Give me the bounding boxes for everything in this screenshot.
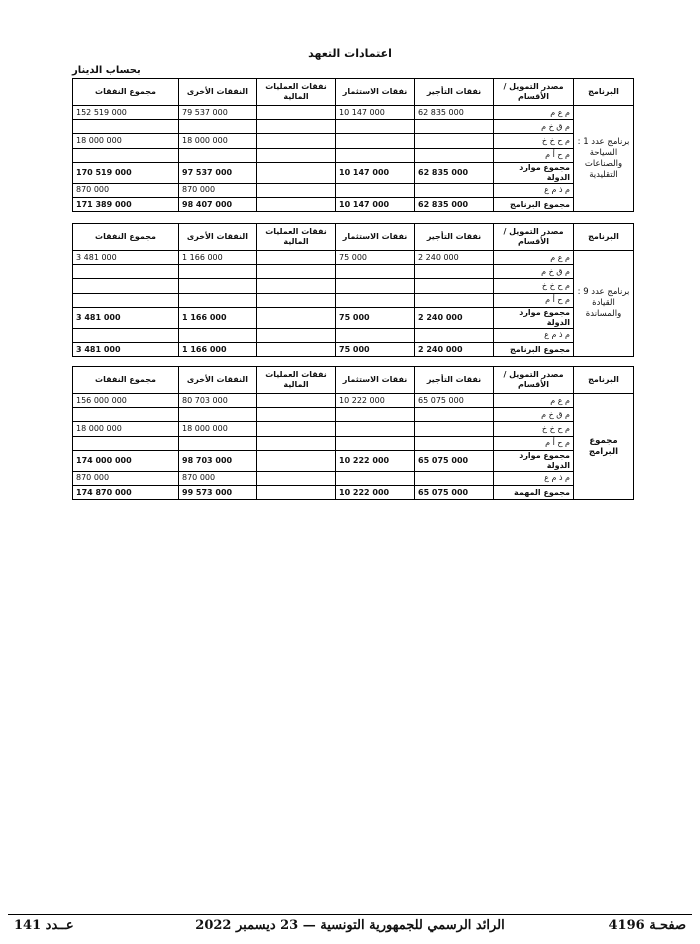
amount-cell: 174 870 000 xyxy=(73,485,179,499)
table-row xyxy=(73,408,634,422)
funding-source: م ذ م ع xyxy=(494,471,574,485)
table-row xyxy=(73,328,634,342)
table-row xyxy=(73,162,634,183)
column-header: نفقات العمليات المالية xyxy=(257,224,336,251)
issue-number: عــدد 141 xyxy=(14,918,74,933)
program-label: برنامج عدد 1 : السياحة والصناعات التقليدية xyxy=(574,106,634,212)
amount-cell: 97 537 000 xyxy=(179,162,257,183)
amount-cell xyxy=(415,183,494,197)
amount-cell xyxy=(415,279,494,293)
table-header-row xyxy=(73,224,634,251)
amount-cell xyxy=(257,471,336,485)
amount-cell: 2 240 000 xyxy=(415,342,494,356)
column-header: نفقات التأجير xyxy=(415,224,494,251)
amount-cell: 99 573 000 xyxy=(179,485,257,499)
amount-cell: 3 481 000 xyxy=(73,307,179,328)
amount-cell xyxy=(336,436,415,450)
amount-cell xyxy=(257,422,336,436)
amount-cell xyxy=(73,279,179,293)
funding-source: م ح خ خ xyxy=(494,422,574,436)
funding-source: م ع م xyxy=(494,394,574,408)
amount-cell: 65 075 000 xyxy=(415,394,494,408)
column-header: البرنامج xyxy=(574,79,634,106)
table-row xyxy=(73,251,634,265)
amount-cell xyxy=(257,328,336,342)
funding-source: م ح خ خ xyxy=(494,134,574,148)
column-header: نفقات التأجير xyxy=(415,79,494,106)
amount-cell xyxy=(73,436,179,450)
page-title: اعتمادات التعهد xyxy=(308,47,392,60)
table-header-row xyxy=(73,367,634,394)
column-header: مجموع النفقات xyxy=(73,224,179,251)
amount-cell xyxy=(179,328,257,342)
amount-cell xyxy=(257,450,336,471)
page-footer xyxy=(8,918,692,938)
table-row xyxy=(73,394,634,408)
amount-cell: 170 519 000 xyxy=(73,162,179,183)
amount-cell: 10 147 000 xyxy=(336,197,415,211)
amount-cell xyxy=(257,342,336,356)
amount-cell xyxy=(257,293,336,307)
funding-source: م ق خ م xyxy=(494,265,574,279)
table-row xyxy=(73,265,634,279)
journal-title: الرائد الرسمي للجمهورية التونسية — 23 ديسمبر 2022 xyxy=(195,918,505,933)
amount-cell xyxy=(257,485,336,499)
funding-source: مجموع موارد الدولة xyxy=(494,450,574,471)
amount-cell: 18 000 000 xyxy=(179,134,257,148)
amount-cell xyxy=(73,408,179,422)
amount-cell: 10 222 000 xyxy=(336,394,415,408)
amount-cell xyxy=(179,265,257,279)
column-header: نفقات الاستثمار xyxy=(336,224,415,251)
column-header: البرنامج xyxy=(574,367,634,394)
amount-cell xyxy=(336,293,415,307)
amount-cell xyxy=(415,408,494,422)
funding-source: م ح خ خ xyxy=(494,279,574,293)
table-row xyxy=(73,148,634,162)
column-header: مجموع النفقات xyxy=(73,367,179,394)
amount-cell xyxy=(73,293,179,307)
amount-cell: 65 075 000 xyxy=(415,485,494,499)
amount-cell xyxy=(336,265,415,279)
amount-cell: 79 537 000 xyxy=(179,106,257,120)
amount-cell xyxy=(415,328,494,342)
column-header: النفقات الأخرى xyxy=(179,79,257,106)
amount-cell: 10 222 000 xyxy=(336,450,415,471)
amount-cell: 62 835 000 xyxy=(415,106,494,120)
amount-cell: 80 703 000 xyxy=(179,394,257,408)
amount-cell xyxy=(257,394,336,408)
amount-cell: 10 222 000 xyxy=(336,485,415,499)
table-row xyxy=(73,450,634,471)
amount-cell xyxy=(336,183,415,197)
funding-source: م ع م xyxy=(494,251,574,265)
amount-cell xyxy=(336,134,415,148)
amount-cell: 3 481 000 xyxy=(73,342,179,356)
amount-cell: 870 000 xyxy=(179,471,257,485)
amount-cell: 62 835 000 xyxy=(415,197,494,211)
page-number: صفحـة 4196 xyxy=(608,918,686,933)
column-header: نفقات التأجير xyxy=(415,367,494,394)
amount-cell xyxy=(73,120,179,134)
table-row xyxy=(73,422,634,436)
funding-source: م ح أ م xyxy=(494,436,574,450)
amount-cell xyxy=(257,197,336,211)
table-row xyxy=(73,183,634,197)
amount-cell xyxy=(257,408,336,422)
table-row xyxy=(73,342,634,356)
amount-cell: 3 481 000 xyxy=(73,251,179,265)
amount-cell: 2 240 000 xyxy=(415,251,494,265)
amount-cell xyxy=(257,120,336,134)
table-row xyxy=(73,197,634,211)
amount-cell: 18 000 000 xyxy=(73,134,179,148)
amount-cell xyxy=(336,471,415,485)
column-header: نفقات الاستثمار xyxy=(336,79,415,106)
amount-cell xyxy=(179,279,257,293)
currency-unit-note: بحساب الدينار xyxy=(72,65,141,76)
amount-cell xyxy=(415,148,494,162)
amount-cell xyxy=(179,408,257,422)
program-label: برنامج عدد 9 : القيادة والمساندة xyxy=(574,251,634,357)
column-header: نفقات العمليات المالية xyxy=(257,367,336,394)
amount-cell xyxy=(415,120,494,134)
amount-cell xyxy=(73,265,179,279)
funding-source: م ذ م ع xyxy=(494,183,574,197)
amount-cell: 1 166 000 xyxy=(179,251,257,265)
footer-divider xyxy=(8,914,692,915)
column-header: مجموع النفقات xyxy=(73,79,179,106)
amount-cell xyxy=(179,436,257,450)
amount-cell xyxy=(257,162,336,183)
amount-cell: 98 407 000 xyxy=(179,197,257,211)
column-header: نفقات الاستثمار xyxy=(336,367,415,394)
amount-cell: 2 240 000 xyxy=(415,307,494,328)
amount-cell: 870 000 xyxy=(73,471,179,485)
amount-cell xyxy=(415,471,494,485)
funding-source: م ع م xyxy=(494,106,574,120)
funding-source: م ذ م ع xyxy=(494,328,574,342)
table-header-row xyxy=(73,79,634,106)
amount-cell: 156 000 000 xyxy=(73,394,179,408)
table-row xyxy=(73,307,634,328)
funding-source: مجموع البرنامج xyxy=(494,342,574,356)
table-row xyxy=(73,485,634,499)
amount-cell xyxy=(179,293,257,307)
amount-cell xyxy=(415,265,494,279)
amount-cell: 1 166 000 xyxy=(179,342,257,356)
table-row xyxy=(73,134,634,148)
amount-cell xyxy=(415,436,494,450)
amount-cell xyxy=(73,148,179,162)
funding-source: مجموع البرنامج xyxy=(494,197,574,211)
amount-cell xyxy=(257,106,336,120)
amount-cell: 75 000 xyxy=(336,342,415,356)
funding-source: م ح أ م xyxy=(494,148,574,162)
funding-source: م ح أ م xyxy=(494,293,574,307)
amount-cell xyxy=(257,148,336,162)
amount-cell xyxy=(336,148,415,162)
program-label: مجموع البرامج xyxy=(574,394,634,500)
column-header: النفقات الأخرى xyxy=(179,224,257,251)
table-row xyxy=(73,293,634,307)
funding-source: مجموع المهمة xyxy=(494,485,574,499)
column-header: البرنامج xyxy=(574,224,634,251)
commitment-table xyxy=(72,366,634,500)
column-header: النفقات الأخرى xyxy=(179,367,257,394)
amount-cell: 62 835 000 xyxy=(415,162,494,183)
amount-cell xyxy=(179,148,257,162)
amount-cell xyxy=(415,293,494,307)
amount-cell xyxy=(257,251,336,265)
amount-cell xyxy=(257,279,336,293)
amount-cell xyxy=(336,328,415,342)
amount-cell: 171 389 000 xyxy=(73,197,179,211)
amount-cell: 75 000 xyxy=(336,307,415,328)
table-row xyxy=(73,120,634,134)
amount-cell xyxy=(257,134,336,148)
column-header: مصدر التمويل / الأقسام xyxy=(494,224,574,251)
table-row xyxy=(73,106,634,120)
amount-cell xyxy=(179,120,257,134)
commitment-table xyxy=(72,78,634,212)
amount-cell: 98 703 000 xyxy=(179,450,257,471)
table-row xyxy=(73,436,634,450)
funding-source: مجموع موارد الدولة xyxy=(494,162,574,183)
amount-cell: 870 000 xyxy=(73,183,179,197)
amount-cell xyxy=(73,328,179,342)
amount-cell xyxy=(257,265,336,279)
column-header: نفقات العمليات المالية xyxy=(257,79,336,106)
table-row xyxy=(73,471,634,485)
column-header: مصدر التمويل / الأقسام xyxy=(494,79,574,106)
amount-cell: 65 075 000 xyxy=(415,450,494,471)
amount-cell xyxy=(336,279,415,293)
amount-cell xyxy=(415,134,494,148)
amount-cell: 152 519 000 xyxy=(73,106,179,120)
table-row xyxy=(73,279,634,293)
amount-cell: 75 000 xyxy=(336,251,415,265)
amount-cell xyxy=(336,422,415,436)
funding-source: م ق خ م xyxy=(494,408,574,422)
amount-cell xyxy=(257,183,336,197)
amount-cell: 18 000 000 xyxy=(73,422,179,436)
amount-cell: 10 147 000 xyxy=(336,162,415,183)
amount-cell: 1 166 000 xyxy=(179,307,257,328)
amount-cell: 18 000 000 xyxy=(179,422,257,436)
funding-source: مجموع موارد الدولة xyxy=(494,307,574,328)
amount-cell: 174 000 000 xyxy=(73,450,179,471)
column-header: مصدر التمويل / الأقسام xyxy=(494,367,574,394)
funding-source: م ق خ م xyxy=(494,120,574,134)
amount-cell xyxy=(336,408,415,422)
amount-cell xyxy=(257,436,336,450)
amount-cell xyxy=(257,307,336,328)
amount-cell: 870 000 xyxy=(179,183,257,197)
amount-cell: 10 147 000 xyxy=(336,106,415,120)
commitment-table xyxy=(72,223,634,357)
amount-cell xyxy=(336,120,415,134)
amount-cell xyxy=(415,422,494,436)
